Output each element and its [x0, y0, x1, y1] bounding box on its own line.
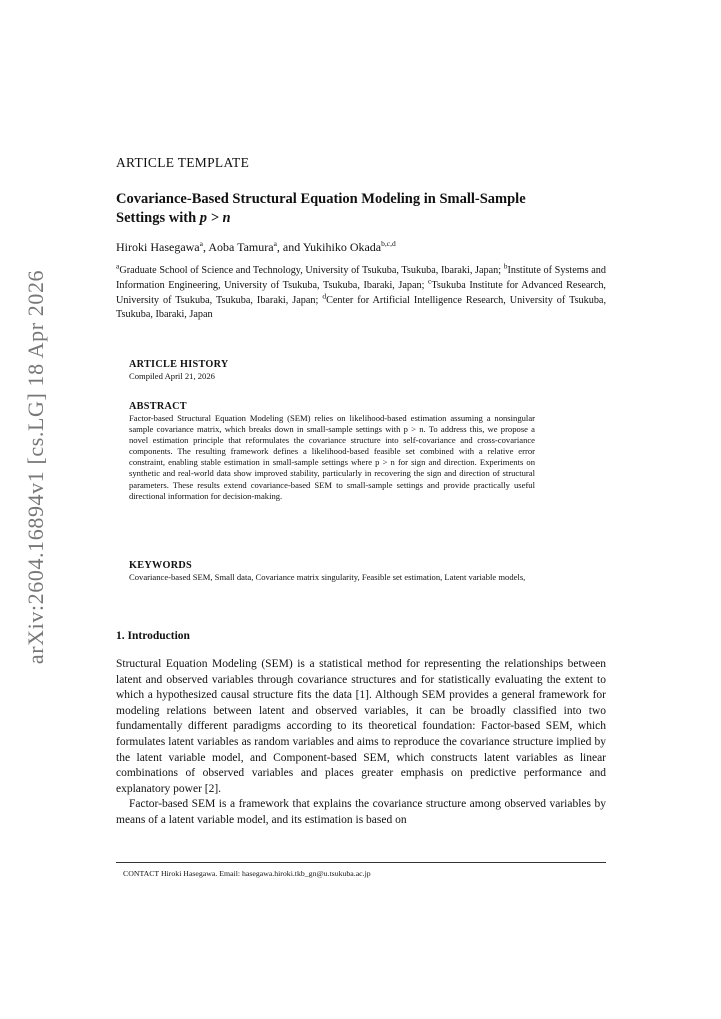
title-line-1: Covariance-Based Structural Equation Modeling in Small-Sample: [116, 191, 526, 207]
author-name: Yukihiko Okada: [302, 240, 382, 254]
section-title-introduction: 1. Introduction: [116, 630, 190, 642]
contact-footnote: CONTACT Hiroki Hasegawa. Email: hasegawa.hiroki.tkb_gn@u.tsukuba.ac.jp: [123, 869, 371, 878]
affiliation-mark: b: [503, 261, 508, 271]
affiliation-mark: d: [322, 291, 327, 301]
author-separator: ,: [202, 240, 209, 254]
compiled-date: Compiled April 21, 2026: [129, 371, 215, 381]
affiliation-text: Graduate School of Science and Technology, University of Tsukuba, Tsukuba, Ibaraki, Japan;: [119, 265, 504, 276]
abstract-text: Factor-based Structural Equation Modeling (SEM) relies on likelihood-based estimation assuming a nonsingular sample covariance matrix, which breaks down in small-sample settings with p > n. To address this, we propose a novel estimation principle that reformulates the covariance structure into self-covariance and cross-covariance components. The resulting framework defines a likelihood-based feasible set combined with a relative error constraint, enabling stable estimation in small-sample settings where p > n for sign and direction. Experiments on synthetic and real-world data show improved stability, particularly in recovering the sign and direction of structural parameters. These results extend covariance-based SEM to small-sample settings and provide practically useful directional information for decision-making.: [129, 413, 535, 501]
keywords-heading: KEYWORDS: [129, 560, 192, 571]
author-name: Hiroki Hasegawa: [116, 240, 200, 254]
affiliation-text: Center for Artificial Intelligence Research, University of Tsukuba, Tsukuba, Ibaraki, Japan: [116, 294, 607, 321]
title-math: p > n: [199, 210, 231, 226]
author-affiliation-mark: b,c,d: [381, 239, 396, 248]
affiliation-text: Institute of Systems and Information Engineering, University of Tsukuba, Tsukuba, Ibaraki, Japan;: [116, 265, 606, 291]
affiliations: [116, 261, 607, 323]
template-label: ARTICLE TEMPLATE: [116, 155, 250, 170]
keywords-text: Covariance-based SEM, Small data, Covariance matrix singularity, Feasible set estimation, Latent variable models,: [129, 572, 526, 582]
author-name: Aoba Tamura: [208, 240, 274, 254]
abstract: [129, 400, 535, 502]
introduction-body: [116, 657, 606, 829]
article-history: [129, 358, 535, 382]
paper-title: [116, 190, 606, 228]
affiliation-mark: a: [116, 261, 120, 271]
title-line-2: Settings with: [116, 210, 200, 226]
abstract-heading: ABSTRACT: [129, 401, 187, 412]
author-list: [116, 240, 396, 255]
paragraph: Structural Equation Modeling (SEM) is a statistical method for representing the relationships between latent and observed variables through covariance structures and for statistically evaluating the extent to which a hypothesized causal structure fits the data [1]. Although SEM provides a general framework for modeling relations between latent and observed variables, it can be broadly classified into two fundamentally different paradigms according to its theoretical foundation: Factor-based SEM, which formulates latent variables as random variables and aims to reproduce the covariance structure implied by the latent variable model, and Component-based SEM, which constructs latent variables as linear combinations of observed variables and places greater emphasis on predictive performance and explanatory power [2].: [116, 658, 606, 795]
arxiv-identifier: arXiv:2604.16894v1 [cs.LG] 18 Apr 2026: [23, 269, 48, 665]
affiliation-mark: c: [428, 276, 432, 286]
affiliation-text: Tsukuba Institute for Advanced Research, University of Tsukuba, Tsukuba, Ibaraki, Japan;: [116, 279, 606, 306]
history-heading: ARTICLE HISTORY: [129, 359, 229, 370]
paragraph: Factor-based SEM is a framework that explains the covariance structure among observed variables by means of a latent variable model, and its estimation is based on: [116, 798, 606, 826]
author-affiliation-mark: a: [199, 239, 203, 248]
keywords: [129, 559, 535, 583]
author-affiliation-mark: a: [273, 239, 277, 248]
footnote-rule: [116, 862, 606, 863]
author-separator: , and: [276, 240, 303, 254]
